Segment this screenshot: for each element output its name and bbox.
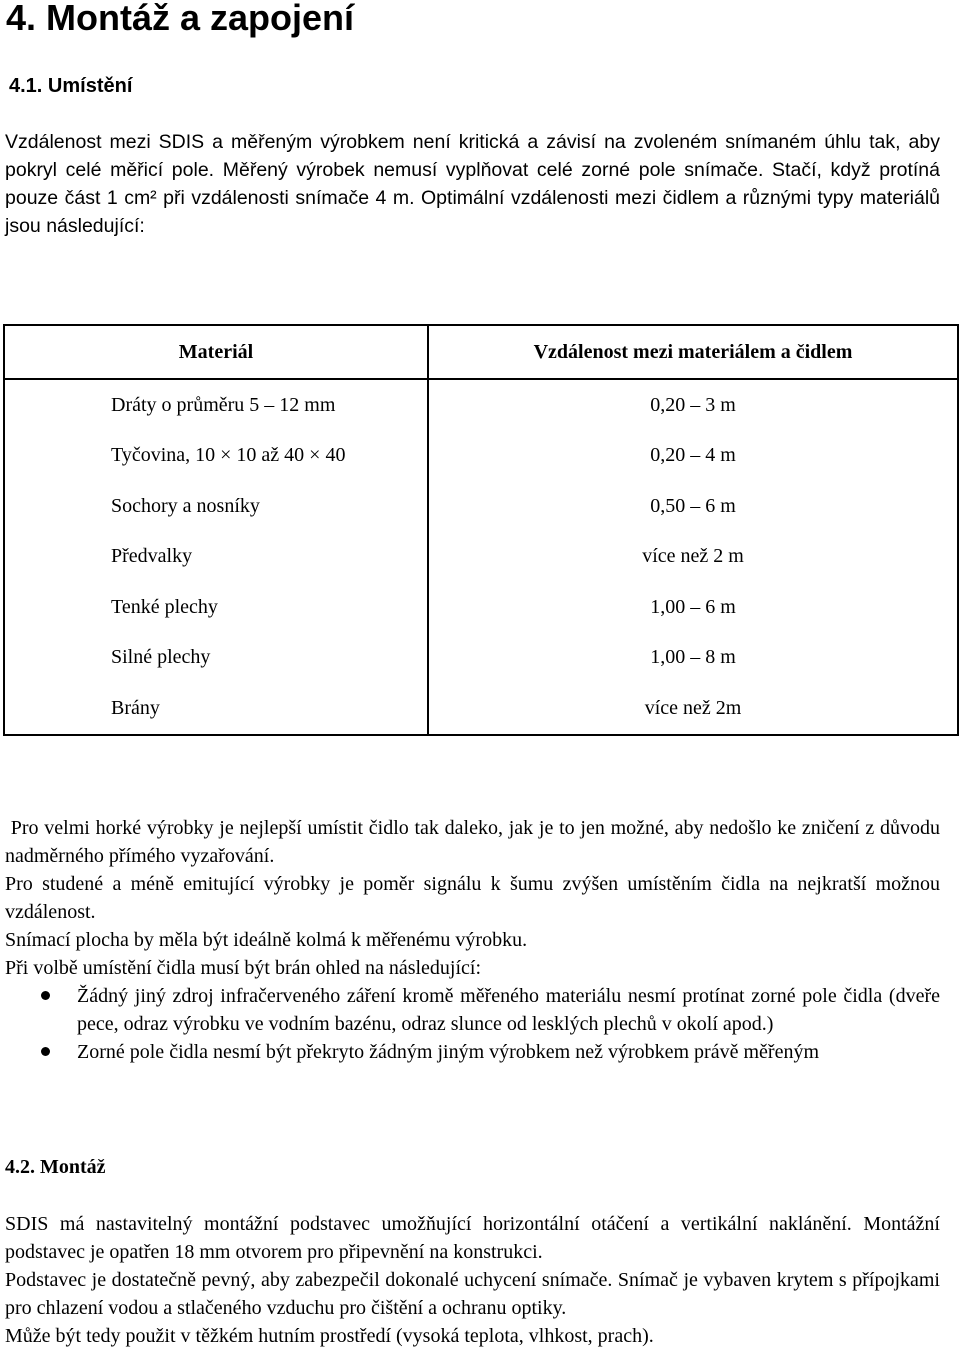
distance-cell: 0,20 – 4 m (428, 431, 958, 482)
list-item (5, 1038, 940, 1066)
note-perpendicular: Snímací plocha by měla být ideálně kolmá k měřenému výrobku. (5, 929, 528, 951)
section-heading-placement: 4.1. Umístění (9, 75, 133, 97)
table-row (4, 481, 958, 532)
list-item-text: Zorné pole čidla nesmí být překryto žádným jiným výrobkem než výrobkem právě měřeným (77, 1041, 820, 1063)
mounting-paragraph: Může být tedy použit v těžkém hutním prostředí (vysoká teplota, vlhkost, prach). (5, 1325, 654, 1347)
distance-cell: více než 2 m (428, 532, 958, 583)
bullet-icon (41, 991, 50, 1000)
mounting-paragraph: SDIS má nastavitelný montážní podstavec umožňující horizontální otáčení a vertikální naklánění. Montážní podstavec je opatřen 18 mm otvorem pro připevnění na konstrukci. (5, 1213, 940, 1263)
list-item (5, 982, 940, 1038)
material-cell: Silné plechy (4, 633, 428, 684)
material-cell: Sochory a nosníky (4, 481, 428, 532)
distance-cell: více než 2m (428, 683, 958, 735)
table-header-row (4, 325, 958, 379)
section-heading-mounting: 4.2. Montáž (5, 1156, 106, 1178)
material-cell: Tenké plechy (4, 582, 428, 633)
distance-cell: 0,20 – 3 m (428, 379, 958, 431)
material-cell: Brány (4, 683, 428, 735)
mounting-paragraph: Podstavec je dostatečně pevný, aby zabezpečil dokonalé uchycení snímače. Snímač je vybaven krytem s přípojkami pro chlazení vodou a stlačeného vzduchu pro čištění a ochranu optiky. (5, 1269, 940, 1319)
distance-cell: 1,00 – 8 m (428, 633, 958, 684)
table-row (4, 633, 958, 684)
note-hot-products: Pro velmi horké výrobky je nejlepší umístit čidlo tak daleko, jak je to jen možné, aby nedošlo ke zničení z důvodu nadměrného přímého vyzařování. (5, 817, 946, 867)
mounting-text (5, 1210, 940, 1350)
table-row (4, 532, 958, 583)
table-row (4, 431, 958, 482)
list-item-text: Žádný jiný zdroj infračerveného záření kromě měřeného materiálu nesmí protínat zorné pole čidla (dveře pece, odraz výrobku ve vodním bazénu, odraz slunce od lesklých plechů v okolí apod.) (77, 985, 940, 1035)
placement-notes (5, 814, 946, 1066)
table-row (4, 379, 958, 431)
material-cell: Tyčovina, 10 × 10 až 40 × 40 (4, 431, 428, 482)
column-header-material: Materiál (4, 325, 428, 379)
material-cell: Dráty o průměru 5 – 12 mm (4, 379, 428, 431)
column-header-distance: Vzdálenost mezi materiálem a čidlem (428, 325, 958, 379)
bullet-icon (41, 1047, 50, 1056)
intro-paragraph: Vzdálenost mezi SDIS a měřeným výrobkem není kritická a závisí na zvoleném snímaném úhlu tak, aby pokryl celé měřicí pole. Měřený výrobek nemusí vyplňovat celé zorné pole snímače. Stačí, když protíná pouze část 1 cm² při vzdálenosti snímače 4 m. Optimální vzdálenosti mezi čidlem a různými typy materiálů jsou následující: (5, 131, 940, 237)
material-cell: Předvalky (4, 532, 428, 583)
distance-cell: 0,50 – 6 m (428, 481, 958, 532)
table-row (4, 683, 958, 735)
page-title: 4. Montáž a zapojení (6, 0, 355, 38)
considerations-list (5, 982, 940, 1066)
note-considerations: Při volbě umístění čidla musí být brán ohled na následující: (5, 957, 482, 979)
material-distance-table (3, 324, 959, 736)
distance-cell: 1,00 – 6 m (428, 582, 958, 633)
table-row (4, 582, 958, 633)
note-cold-products: Pro studené a méně emitující výrobky je poměr signálu k šumu zvýšen umístěním čidla na nejkratší možnou vzdálenost. (5, 873, 940, 923)
